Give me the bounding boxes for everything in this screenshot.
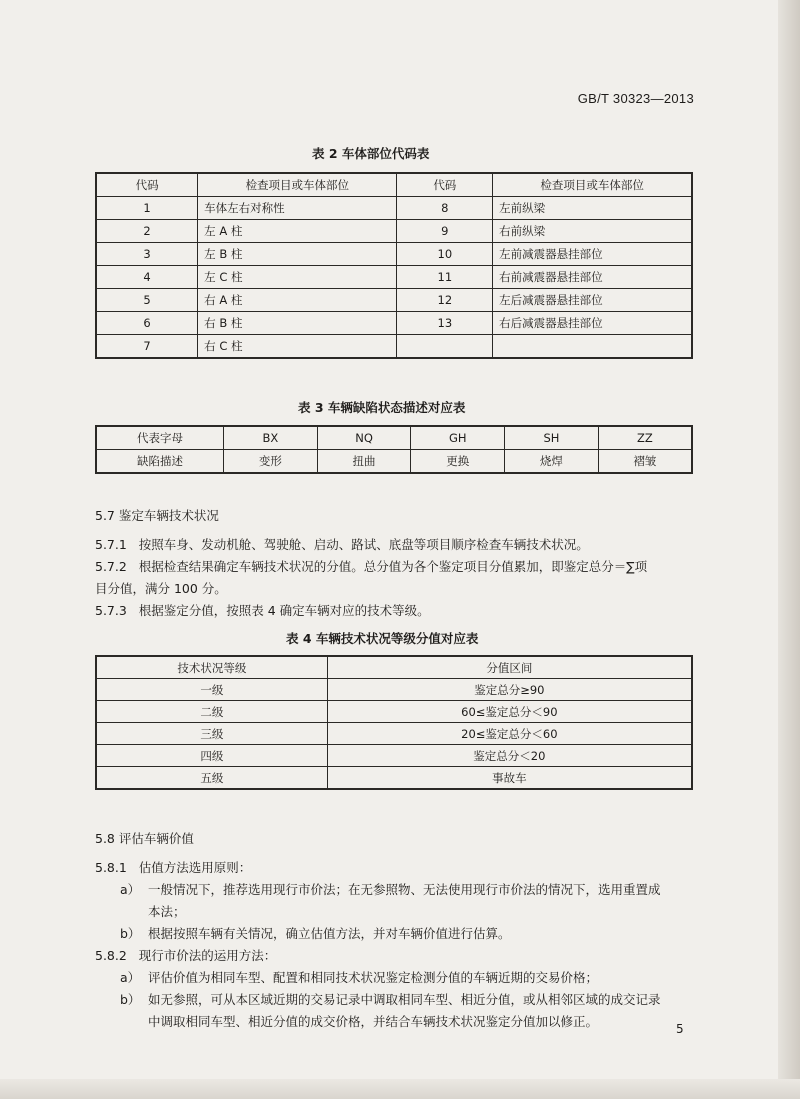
clause-number: 5.7.2 bbox=[95, 559, 127, 574]
table-cell-part: 左前减震器悬挂部位 bbox=[493, 243, 692, 266]
clause-text: 按照车身、发动机舱、驾驶舱、启动、路试、底盘等项目顺序检查车辆技术状况。 bbox=[138, 537, 589, 552]
table4-header-grade: 技术状况等级 bbox=[96, 656, 327, 679]
clause-number: 5.8.1 bbox=[95, 860, 127, 875]
section-5-8-heading: 5.8 评估车辆价值 bbox=[95, 831, 194, 846]
list-item-a-text: 一般情况下，推荐选用现行市价法；在无参照物、无法使用现行市价法的情况下，选用重置成 bbox=[148, 882, 661, 897]
clause-5-7-1 bbox=[95, 534, 589, 556]
list-item-b-text: 如无参照，可从本区域近期的交易记录中调取相同车型、相近分值，或从相邻区域的成交记录 bbox=[148, 992, 661, 1007]
clause-text: 根据鉴定分值，按照表 4 确定车辆对应的技术等级。 bbox=[138, 603, 430, 618]
clause-text: 估值方法选用原则： bbox=[138, 860, 252, 875]
table-row bbox=[96, 197, 692, 220]
clause-number: 5.7.3 bbox=[95, 603, 127, 618]
table-cell-description: 褶皱 bbox=[598, 450, 692, 474]
page-bottom-edge bbox=[0, 1079, 800, 1099]
table4-caption: 表 4 车辆技术状况等级分值对应表 bbox=[286, 631, 479, 646]
table-cell-grade: 四级 bbox=[96, 745, 327, 767]
list-item-a-marker: a） bbox=[120, 970, 141, 985]
table3-row-label-desc: 缺陷描述 bbox=[96, 450, 224, 474]
table3-row-label-letter: 代表字母 bbox=[96, 426, 224, 450]
table-row bbox=[96, 220, 692, 243]
list-item-b-text: 根据按照车辆有关情况，确立估值方法，并对车辆价值进行估算。 bbox=[148, 926, 511, 941]
table-cell-grade: 三级 bbox=[96, 723, 327, 745]
table-cell-part: 右前纵梁 bbox=[493, 220, 692, 243]
table-cell-code: 7 bbox=[96, 335, 198, 359]
table-cell-code: 11 bbox=[397, 266, 493, 289]
table2-header-part-right: 检查项目或车体部位 bbox=[493, 173, 692, 197]
table-cell-part bbox=[493, 335, 692, 359]
table-cell-letter: GH bbox=[411, 426, 505, 450]
table2-header-code-right: 代码 bbox=[397, 173, 493, 197]
page-edge-shadow bbox=[778, 0, 800, 1099]
table2 bbox=[95, 172, 693, 359]
table-row bbox=[96, 745, 692, 767]
table-cell-grade: 一级 bbox=[96, 679, 327, 701]
table3-caption: 表 3 车辆缺陷状态描述对应表 bbox=[298, 400, 466, 415]
clause-5-7-3 bbox=[95, 600, 430, 622]
table-cell-part: 左 B 柱 bbox=[198, 243, 397, 266]
table-row bbox=[96, 243, 692, 266]
table-cell-code: 4 bbox=[96, 266, 198, 289]
table-cell-letter: NQ bbox=[317, 426, 411, 450]
table4-header-range: 分值区间 bbox=[327, 656, 692, 679]
table-cell-code: 8 bbox=[397, 197, 493, 220]
table-cell-range: 20≤鉴定总分＜60 bbox=[327, 723, 692, 745]
table-cell-code: 3 bbox=[96, 243, 198, 266]
table2-caption: 表 2 车体部位代码表 bbox=[312, 146, 430, 161]
list-item-a-text: 评估价值为相同车型、配置和相同技术状况鉴定检测分值的车辆近期的交易价格； bbox=[148, 970, 599, 985]
table-row bbox=[96, 289, 692, 312]
standard-number: GB/T 30323—2013 bbox=[577, 91, 694, 106]
list-item-a-text-cont: 本法； bbox=[148, 904, 186, 919]
section-5-7-heading: 5.7 鉴定车辆技术状况 bbox=[95, 508, 219, 523]
table-cell-part: 车体左右对称性 bbox=[198, 197, 397, 220]
table-cell-range: 鉴定总分≥90 bbox=[327, 679, 692, 701]
clause-5-8-2 bbox=[95, 945, 276, 967]
list-item-b-marker: b） bbox=[120, 992, 141, 1007]
table-row bbox=[96, 266, 692, 289]
table-cell-code bbox=[397, 335, 493, 359]
table-row bbox=[96, 426, 692, 450]
table-cell-code: 6 bbox=[96, 312, 198, 335]
table-cell-code: 10 bbox=[397, 243, 493, 266]
table-cell-grade: 二级 bbox=[96, 701, 327, 723]
table-cell-description: 变形 bbox=[224, 450, 318, 474]
table-cell-code: 2 bbox=[96, 220, 198, 243]
table2-header-code-left: 代码 bbox=[96, 173, 198, 197]
table-cell-part: 右前减震器悬挂部位 bbox=[493, 266, 692, 289]
table-row bbox=[96, 656, 692, 679]
clause-5-8-1 bbox=[95, 857, 251, 879]
table-cell-range: 事故车 bbox=[327, 767, 692, 790]
table-cell-part: 左前纵梁 bbox=[493, 197, 692, 220]
table-cell-code: 5 bbox=[96, 289, 198, 312]
table2-header-part-left: 检查项目或车体部位 bbox=[198, 173, 397, 197]
table3 bbox=[95, 425, 693, 474]
table-cell-part: 右后减震器悬挂部位 bbox=[493, 312, 692, 335]
page-number: 5 bbox=[676, 1022, 684, 1036]
table-cell-part: 右 A 柱 bbox=[198, 289, 397, 312]
table4 bbox=[95, 655, 693, 790]
table-cell-letter: BX bbox=[224, 426, 318, 450]
table-cell-code: 1 bbox=[96, 197, 198, 220]
table-cell-range: 60≤鉴定总分＜90 bbox=[327, 701, 692, 723]
list-item-b-marker: b） bbox=[120, 926, 141, 941]
table-cell-letter: SH bbox=[505, 426, 599, 450]
table-cell-code: 13 bbox=[397, 312, 493, 335]
list-item-a-marker: a） bbox=[120, 882, 141, 897]
table-cell-code: 9 bbox=[397, 220, 493, 243]
clause-number: 5.8.2 bbox=[95, 948, 127, 963]
table-row bbox=[96, 312, 692, 335]
clause-5-7-2 bbox=[95, 556, 647, 578]
table-row bbox=[96, 335, 692, 359]
table-cell-part: 左 C 柱 bbox=[198, 266, 397, 289]
table-cell-range: 鉴定总分＜20 bbox=[327, 745, 692, 767]
table-cell-grade: 五级 bbox=[96, 767, 327, 790]
table-cell-part: 左 A 柱 bbox=[198, 220, 397, 243]
table-row bbox=[96, 767, 692, 790]
table-row bbox=[96, 450, 692, 474]
table-cell-description: 烧焊 bbox=[505, 450, 599, 474]
clause-number: 5.7.1 bbox=[95, 537, 127, 552]
list-item-b-text-cont: 中调取相同车型、相近分值的成交价格，并结合车辆技术状况鉴定分值加以修正。 bbox=[148, 1014, 599, 1029]
clause-5-7-2-cont: 目分值，满分 100 分。 bbox=[95, 581, 227, 596]
table-row bbox=[96, 701, 692, 723]
table-row bbox=[96, 679, 692, 701]
table-cell-code: 12 bbox=[397, 289, 493, 312]
clause-text: 根据检查结果确定车辆技术状况的分值。总分值为各个鉴定项目分值累加，即鉴定总分＝∑项 bbox=[138, 559, 648, 574]
table-cell-description: 扭曲 bbox=[317, 450, 411, 474]
table-row bbox=[96, 723, 692, 745]
table-cell-part: 左后减震器悬挂部位 bbox=[493, 289, 692, 312]
table-cell-letter: ZZ bbox=[598, 426, 692, 450]
clause-text: 现行市价法的运用方法： bbox=[138, 948, 277, 963]
table-cell-part: 右 C 柱 bbox=[198, 335, 397, 359]
table-cell-part: 右 B 柱 bbox=[198, 312, 397, 335]
table-cell-description: 更换 bbox=[411, 450, 505, 474]
